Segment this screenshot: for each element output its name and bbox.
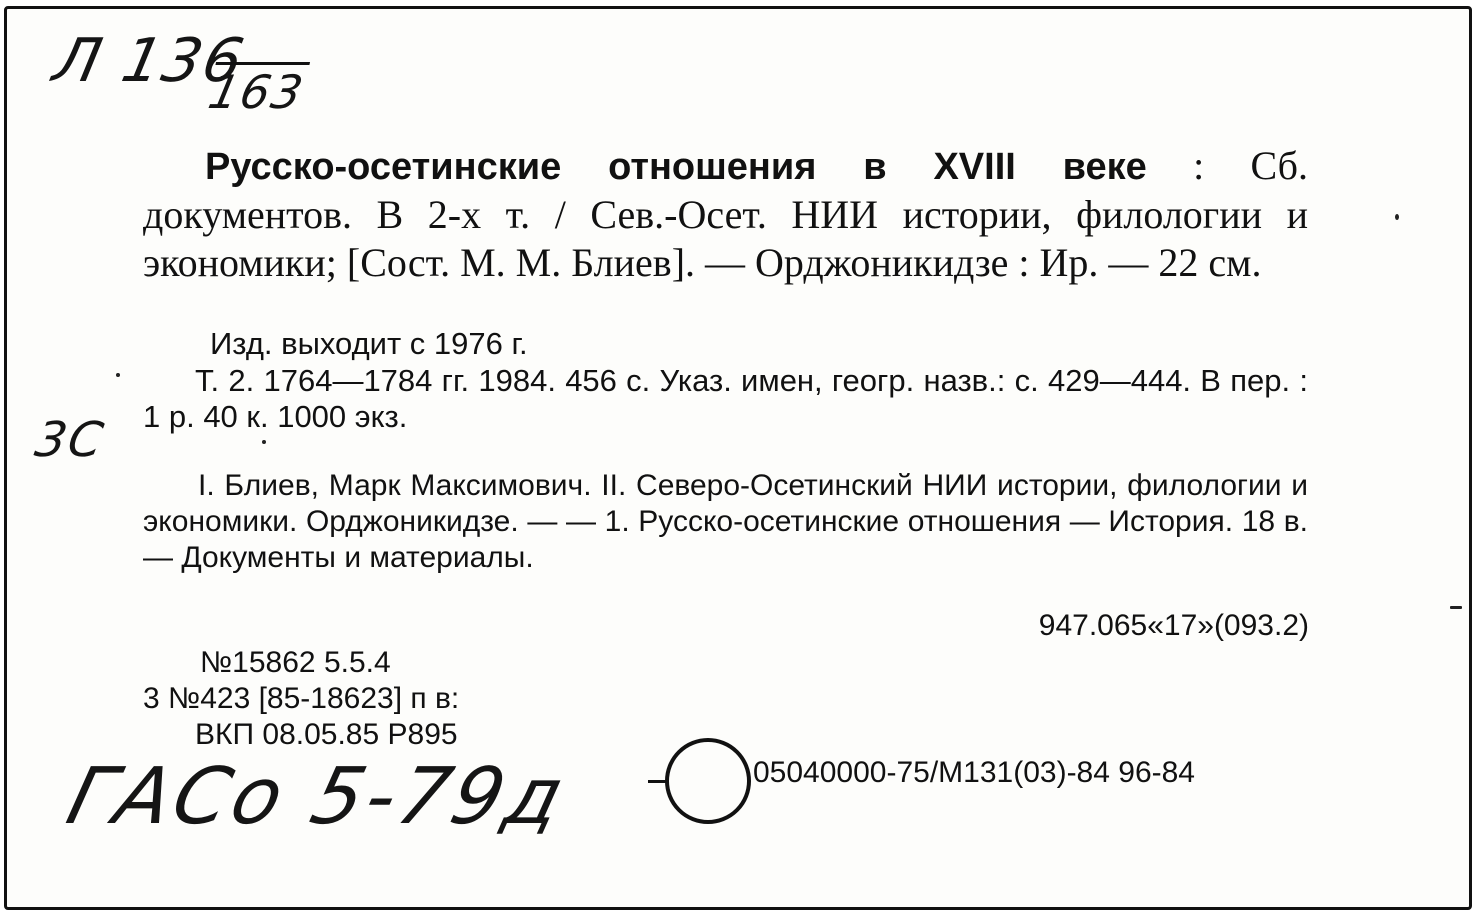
margin-mark: 3С <box>31 412 109 468</box>
entry-body: : Сб. документов. В 2-х т. / Сев.-Осет. НИИ истории, филологии и экономики; [Сост. М. М. Блиев]. — Орджоникидзе : Ир. — 22 см. <box>143 143 1308 285</box>
subject-tracings <box>143 468 1308 576</box>
handwritten-code: ГАСо 5-79д <box>58 752 576 842</box>
volume-description <box>143 363 1308 435</box>
circle-stamp-icon <box>665 738 751 824</box>
inventory-block <box>143 645 459 753</box>
call-number: Л 136 <box>47 26 252 96</box>
speck <box>262 440 266 444</box>
entry-title: Русско-осетинские отношения в XVIII веке <box>205 146 1147 188</box>
dash-mark <box>648 780 666 783</box>
edition-note: Изд. выходит с 1976 г. <box>210 326 528 361</box>
volume-text: Т. 2. 1764—1784 гг. 1984. 456 с. Указ. имен, геогр. назв.: с. 429—444. В пер. : 1 р. 40 к. 1000 экз. <box>143 363 1308 434</box>
udc-classification: 947.065«17»(093.2) <box>1038 609 1309 642</box>
inventory-line-1: №15862 5.5.4 <box>200 646 391 679</box>
speck <box>1450 606 1462 609</box>
speck <box>1395 214 1399 220</box>
call-number-sub: 163 <box>204 62 310 119</box>
bibliographic-entry <box>143 142 1308 287</box>
tracings-text: I. Блиев, Марк Максимович. II. Северо-Осетинский НИИ истории, филологии и экономики. Орджоникидзе. — — 1. Русско-осетинские отношения — История. 18 в. — Документы и материалы. <box>143 469 1308 574</box>
inventory-line-2: 3 №423 [85-18623] п в: <box>143 682 460 715</box>
publication-code: 05040000-75/М131(03)-84 96-84 <box>753 756 1195 789</box>
inventory-line-3: ВКП 08.05.85 Р895 <box>195 718 458 751</box>
speck <box>116 373 120 377</box>
